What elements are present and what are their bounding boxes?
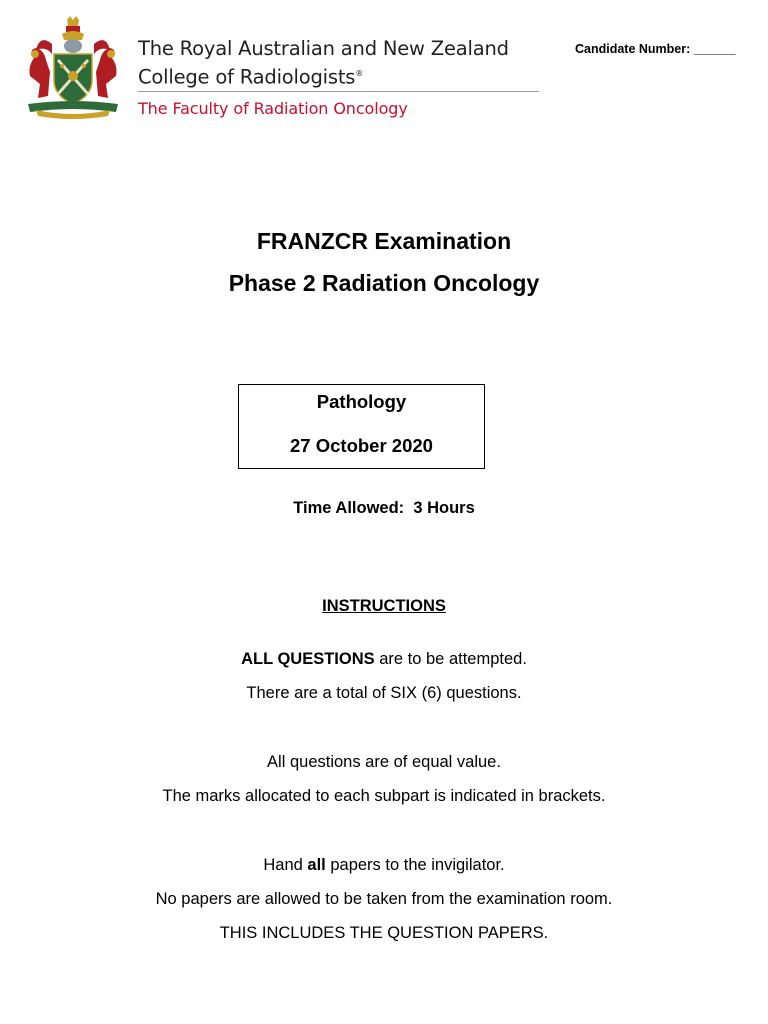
instruction-line-1-text: are to be attempted. [374, 650, 527, 668]
instruction-line-2: There are a total of SIX (6) questions. [246, 684, 522, 702]
instructions-heading: INSTRUCTIONS [322, 597, 446, 615]
instruction-line-4: The marks allocated to each subpart is indicated in brackets. [162, 787, 606, 805]
instruction-line-3: All questions are of equal value. [267, 753, 501, 771]
instruction-line-5-post: papers to the invigilator. [325, 856, 505, 874]
instruction-line-5 [0, 856, 768, 875]
instruction-line-7: THIS INCLUDES THE QUESTION PAPERS. [219, 924, 549, 942]
college-name-line1: The Royal Australian and New Zealand [138, 37, 509, 60]
candidate-number-blank: ______ [693, 42, 736, 56]
exam-title: FRANZCR Examination [256, 228, 512, 254]
coat-of-arms-icon [22, 14, 124, 120]
instruction-line-1 [0, 650, 768, 669]
paper-subject: Pathology [316, 391, 407, 412]
college-name-line2 [138, 61, 509, 90]
instruction-line-5-pre: Hand [263, 856, 308, 874]
candidate-number [575, 42, 736, 56]
registered-mark: ® [355, 69, 364, 78]
header-divider [138, 91, 539, 92]
instruction-line-6: No papers are allowed to be taken from the examination room. [155, 890, 613, 908]
college-name-line2-text: College of Radiologists [138, 65, 356, 89]
time-allowed: Time Allowed: 3 Hours [293, 499, 475, 517]
faculty-name: The Faculty of Radiation Oncology [138, 99, 408, 118]
paper-box [238, 384, 485, 469]
instruction-line-5-bold: all [307, 856, 326, 874]
college-name [138, 36, 509, 90]
paper-date: 27 October 2020 [290, 435, 433, 456]
phase-title: Phase 2 Radiation Oncology [228, 270, 540, 296]
instruction-line-1-bold: ALL QUESTIONS [241, 650, 375, 668]
candidate-number-label: Candidate Number: [575, 42, 691, 56]
